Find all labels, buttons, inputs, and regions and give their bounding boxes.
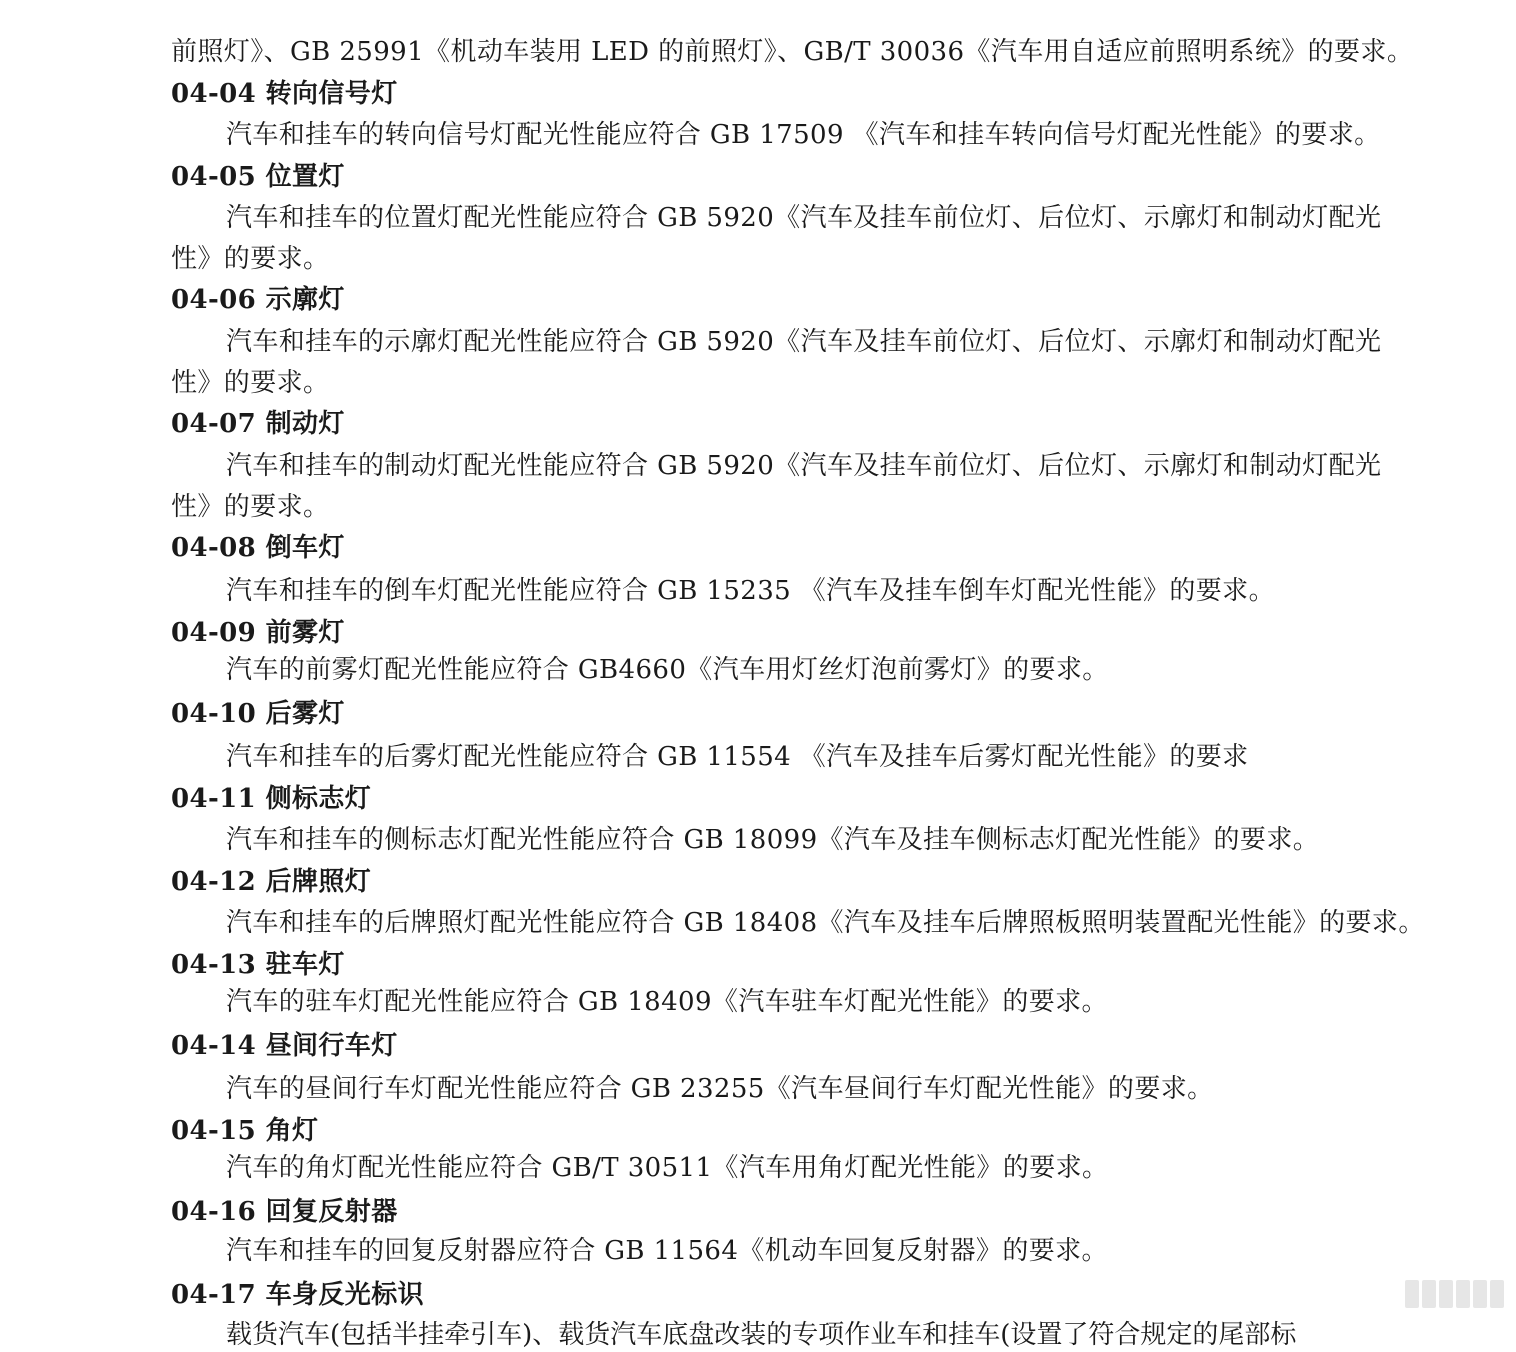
body-text-line: 性》的要求。 [171,368,330,398]
body-text-line: 汽车的驻车灯配光性能应符合 GB 18409《汽车驻车灯配光性能》的要求。 [226,987,1108,1017]
body-text-line: 汽车和挂车的侧标志灯配光性能应符合 GB 18099《汽车及挂车侧标志灯配光性能》的要求。 [226,825,1320,855]
body-text-line: 汽车和挂车的示廓灯配光性能应符合 GB 5920《汽车及挂车前位灯、后位灯、示廓灯和制动灯配光 [226,327,1382,357]
scroll-indicator-bar [1405,1280,1419,1308]
body-text-line-cutoff: 载货汽车(包括半挂牵引车)、载货汽车底盘改装的专项作业车和挂车(设置了符合规定的尾部标 [226,1320,1297,1350]
body-text-line: 汽车的前雾灯配光性能应符合 GB4660《汽车用灯丝灯泡前雾灯》的要求。 [226,655,1109,685]
body-text-line: 汽车和挂车的倒车灯配光性能应符合 GB 15235 《汽车及挂车倒车灯配光性能》的要求。 [226,576,1275,606]
body-text-line: 性》的要求。 [171,244,330,274]
section-heading-04-14: 04-14 昼间行车灯 [171,1031,398,1061]
body-text-line: 汽车的角灯配光性能应符合 GB/T 30511《汽车用角灯配光性能》的要求。 [226,1153,1109,1183]
body-text-line: 汽车和挂车的后雾灯配光性能应符合 GB 11554 《汽车及挂车后雾灯配光性能》的要求 [226,742,1249,772]
body-text-line: 汽车和挂车的后牌照灯配光性能应符合 GB 18408《汽车及挂车后牌照板照明装置配光性能》的要求。 [226,908,1425,938]
page-scroll-indicator[interactable] [1405,1280,1504,1308]
scroll-indicator-bar [1422,1280,1436,1308]
section-heading-04-15: 04-15 角灯 [171,1116,319,1146]
section-heading-04-11: 04-11 侧标志灯 [171,784,372,814]
section-heading-04-04: 04-04 转向信号灯 [171,79,398,109]
section-heading-04-08: 04-08 倒车灯 [171,533,345,563]
section-heading-04-17: 04-17 车身反光标识 [171,1280,425,1310]
body-text-line: 性》的要求。 [171,492,330,522]
body-text-line: 汽车和挂车的转向信号灯配光性能应符合 GB 17509 《汽车和挂车转向信号灯配光性能》的要求。 [226,120,1381,150]
body-text-line: 前照灯》、GB 25991《机动车装用 LED 的前照灯》、GB/T 30036《汽车用自适应前照明系统》的要求。 [171,37,1414,67]
scroll-indicator-bar [1439,1280,1453,1308]
scroll-indicator-bar [1473,1280,1487,1308]
section-heading-04-07: 04-07 制动灯 [171,409,345,439]
body-text-line: 汽车的昼间行车灯配光性能应符合 GB 23255《汽车昼间行车灯配光性能》的要求。 [226,1074,1214,1104]
section-heading-04-09: 04-09 前雾灯 [171,618,345,648]
scroll-indicator-bar [1490,1280,1504,1308]
section-heading-04-06: 04-06 示廓灯 [171,285,345,315]
section-heading-04-16: 04-16 回复反射器 [171,1197,398,1227]
body-text-line: 汽车和挂车的回复反射器应符合 GB 11564《机动车回复反射器》的要求。 [226,1236,1108,1266]
section-heading-04-05: 04-05 位置灯 [171,162,345,192]
body-text-line: 汽车和挂车的制动灯配光性能应符合 GB 5920《汽车及挂车前位灯、后位灯、示廓灯和制动灯配光 [226,451,1382,481]
section-heading-04-10: 04-10 后雾灯 [171,699,345,729]
section-heading-04-13: 04-13 驻车灯 [171,950,345,980]
section-heading-04-12: 04-12 后牌照灯 [171,867,372,897]
body-text-line: 汽车和挂车的位置灯配光性能应符合 GB 5920《汽车及挂车前位灯、后位灯、示廓灯和制动灯配光 [226,203,1382,233]
scroll-indicator-bar [1456,1280,1470,1308]
